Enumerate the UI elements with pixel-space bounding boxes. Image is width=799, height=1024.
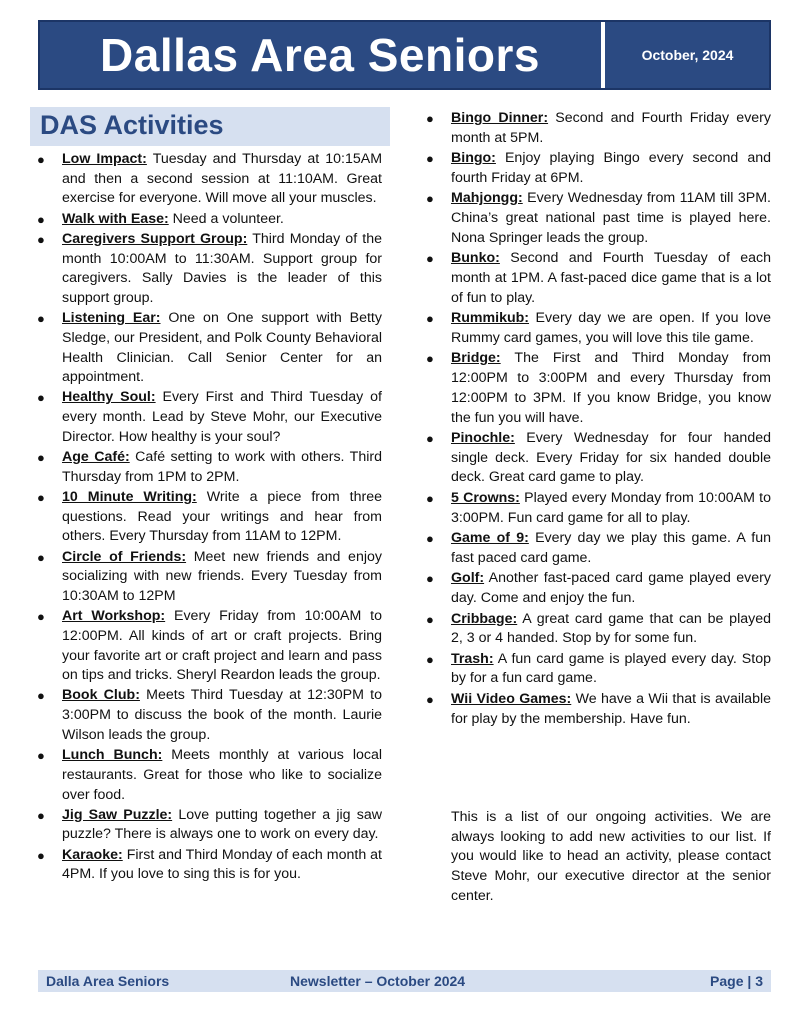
bullet-icon: ● — [37, 847, 45, 863]
activity-name: Caregivers Support Group: — [62, 230, 248, 247]
activity-name: Cribbage: — [451, 610, 518, 627]
bullet-icon: ● — [426, 111, 434, 126]
activity-item — [36, 309, 382, 388]
activity-item — [36, 846, 382, 885]
activity-item — [425, 189, 771, 248]
bullet-icon: ● — [37, 807, 45, 823]
activity-name: Bridge: — [451, 350, 501, 367]
activity-description: Meets monthly at various local restaurants. Great for those who like to socialize over food. — [62, 747, 382, 803]
activity-item — [36, 607, 382, 686]
bullet-icon: ● — [37, 489, 45, 505]
bullet-icon: ● — [37, 152, 45, 167]
newsletter-title: Dallas Area Seniors — [100, 29, 540, 81]
activity-item — [36, 150, 382, 209]
activity-name: Jig Saw Puzzle: — [62, 806, 173, 823]
activity-description: Every day we are open. If you love Rummy card games, you will love this tile game. — [451, 310, 771, 346]
activity-item — [425, 429, 771, 488]
activity-item — [425, 569, 771, 608]
activity-description: First and Third Monday of each month at 4PM. If you love to sing this is for you. — [62, 846, 382, 883]
activity-description: Need a volunteer. — [172, 210, 284, 227]
activity-description: Love putting together a jig saw puzzle? There is always one to work on every day. — [62, 806, 382, 843]
masthead — [38, 20, 771, 90]
activity-item — [36, 488, 382, 547]
section-heading — [30, 107, 390, 146]
activity-item — [425, 109, 771, 148]
activity-name: Rummikub: — [451, 310, 530, 327]
activity-item — [425, 650, 771, 689]
activity-name: Age Café: — [62, 449, 130, 466]
activity-item — [425, 690, 771, 729]
bullet-icon: ● — [426, 151, 434, 167]
bullet-icon: ● — [37, 748, 45, 764]
activity-description: Third Monday of the month 10:00AM to 11:30AM. Support group for caregivers. Sally Davies is the leader of this support group. — [62, 230, 383, 306]
bullet-icon: ● — [37, 311, 45, 327]
activity-name: Golf: — [451, 570, 485, 587]
activity-name: Lunch Bunch: — [62, 747, 163, 764]
activity-description: Another fast-paced card game played every day. Come and enjoy the fun. — [451, 570, 771, 607]
activity-item — [36, 806, 382, 845]
activity-description: One on One support with Betty Sledge, our President, and Polk County Behavioral Health Clinician. Call Senior Center for an appointment. — [62, 310, 382, 386]
activity-name: Wii Video Games: — [451, 690, 572, 707]
activity-name: Circle of Friends: — [62, 548, 187, 565]
activity-description: Second and Fourth Friday every month at 5PM. — [451, 110, 772, 146]
activity-description: A fun card game is played every day. Stop by for a fun card game. — [451, 650, 771, 687]
activity-description: Tuesday and Thursday at 10:15AM and then a second session at 11:10AM. Great exercise for everyone. Will move all your muscles. — [62, 151, 383, 207]
activity-item — [425, 149, 771, 188]
activity-name: Mahjongg: — [451, 190, 523, 207]
activity-description: Enjoy playing Bingo every second and fourth Friday at 6PM. — [451, 150, 771, 186]
activity-item — [425, 610, 771, 649]
activity-name: Bunko: — [451, 250, 500, 267]
activity-name: Karaoke: — [62, 846, 123, 863]
activity-description: Played every Monday from 10:00AM to 3:00PM. Fun card game for all to play. — [451, 489, 771, 526]
footer-org-name: Dalla Area Seniors — [46, 973, 170, 989]
activity-name: Low Impact: — [62, 151, 147, 167]
bullet-icon: ● — [426, 531, 434, 547]
bullet-icon: ● — [426, 571, 434, 587]
bullet-icon: ● — [37, 688, 45, 704]
activity-description: Every Wednesday for four handed single deck. Every Friday for six handed double deck. Great card game to play. — [451, 430, 771, 486]
activity-name: 5 Crowns: — [451, 489, 520, 506]
activity-item — [425, 249, 771, 308]
activity-name: Game of 9: — [451, 530, 529, 547]
activity-item — [36, 448, 382, 487]
activity-name: Healthy Soul: — [62, 389, 156, 406]
activity-name: Walk with Ease: — [62, 210, 169, 227]
activity-name: Listening Ear: — [62, 310, 161, 327]
activity-item — [36, 230, 382, 309]
bullet-icon: ● — [426, 611, 434, 627]
footer-page-number: Page | 3 — [710, 973, 763, 989]
activity-name: Bingo Dinner: — [451, 110, 549, 126]
activity-name: 10 Minute Writing: — [62, 488, 197, 505]
left-activity-list — [36, 150, 382, 886]
page-footer — [38, 970, 771, 992]
closing-note: This is a list of our ongoing activities. We are always looking to add new activities to our list. If you would like to head an activity, please contact Steve Mohr, our executive director at the senior center. — [451, 809, 771, 904]
bullet-icon: ● — [37, 211, 45, 227]
activity-item — [36, 686, 382, 745]
activity-name: Pinochle: — [451, 430, 515, 447]
bullet-icon: ● — [37, 549, 45, 565]
activity-item — [36, 210, 382, 230]
activity-name: Art Workshop: — [62, 608, 166, 625]
activity-item — [36, 388, 382, 447]
activity-item — [425, 349, 771, 428]
activity-description: The First and Third Monday from 12:00PM to 3:00PM and every Thursday from 12:00PM to 3PM. If you know Bridge, you know the fun you will have. — [451, 350, 772, 426]
footer-newsletter-label: Newsletter – October 2024 — [290, 973, 466, 989]
activity-item — [425, 529, 771, 568]
activity-description: Every First and Third Tuesday of every month. Lead by Steve Mohr, our Executive Director. How healthy is your soul? — [62, 389, 382, 445]
right-activity-list — [425, 109, 771, 730]
activity-description: Every day we play this game. A fun fast paced card game. — [451, 530, 771, 566]
bullet-icon: ● — [426, 651, 434, 667]
activity-description: Every Friday from 10:00AM to 12:00PM. All kinds of art or craft projects. Bring your favorite art or craft project and learn and pass on tips and tricks. Sheryl Reardon leads the group. — [62, 608, 382, 684]
activity-item — [425, 489, 771, 528]
masthead-divider — [601, 22, 605, 88]
activity-name: Book Club: — [62, 687, 140, 704]
activity-item — [36, 746, 382, 805]
activity-item — [425, 309, 771, 348]
bullet-icon: ● — [37, 450, 45, 466]
bullet-icon: ● — [426, 351, 434, 367]
section-title: DAS Activities — [40, 110, 224, 140]
activity-description: A great card game that can be played 2, 3 or 4 handed. Stop by for some fun. — [451, 610, 771, 647]
activity-description: Café setting to work with others. Third Thursday from 1PM to 2PM. — [62, 449, 382, 485]
activity-item — [36, 548, 382, 607]
bullet-icon: ● — [37, 609, 45, 625]
activity-name: Trash: — [451, 650, 494, 667]
activity-description: We have a Wii that is available for play by the membership. Have fun. — [451, 690, 771, 727]
bullet-icon: ● — [426, 191, 434, 207]
activity-description: Every Wednesday from 11AM till 3PM. China’s great national past time is played here. Nona Springer leads the group. — [451, 190, 771, 246]
activity-description: Meets Third Tuesday at 12:30PM to 3:00PM to discuss the book of the month. Laurie Wilson leads the group. — [62, 687, 382, 743]
activity-description: Meet new friends and enjoy socializing with new friends. Every Tuesday from 10:30AM to 12PM — [62, 548, 382, 604]
activity-description: Write a piece from three questions. Read your writings and hear from others. Every Thursday from 11AM to 12PM. — [62, 488, 382, 545]
bullet-icon: ● — [426, 691, 434, 707]
bullet-icon: ● — [37, 390, 45, 406]
bullet-icon: ● — [426, 251, 434, 267]
bullet-icon: ● — [37, 231, 45, 247]
issue-date: October, 2024 — [641, 47, 734, 63]
bullet-icon: ● — [426, 490, 434, 506]
bullet-icon: ● — [426, 311, 434, 327]
activity-name: Bingo: — [451, 150, 496, 167]
activity-description: Second and Fourth Tuesday of each month at 1PM. A fast-paced dice game that is a lot of fun to play. — [451, 250, 771, 306]
bullet-icon: ● — [426, 431, 434, 447]
